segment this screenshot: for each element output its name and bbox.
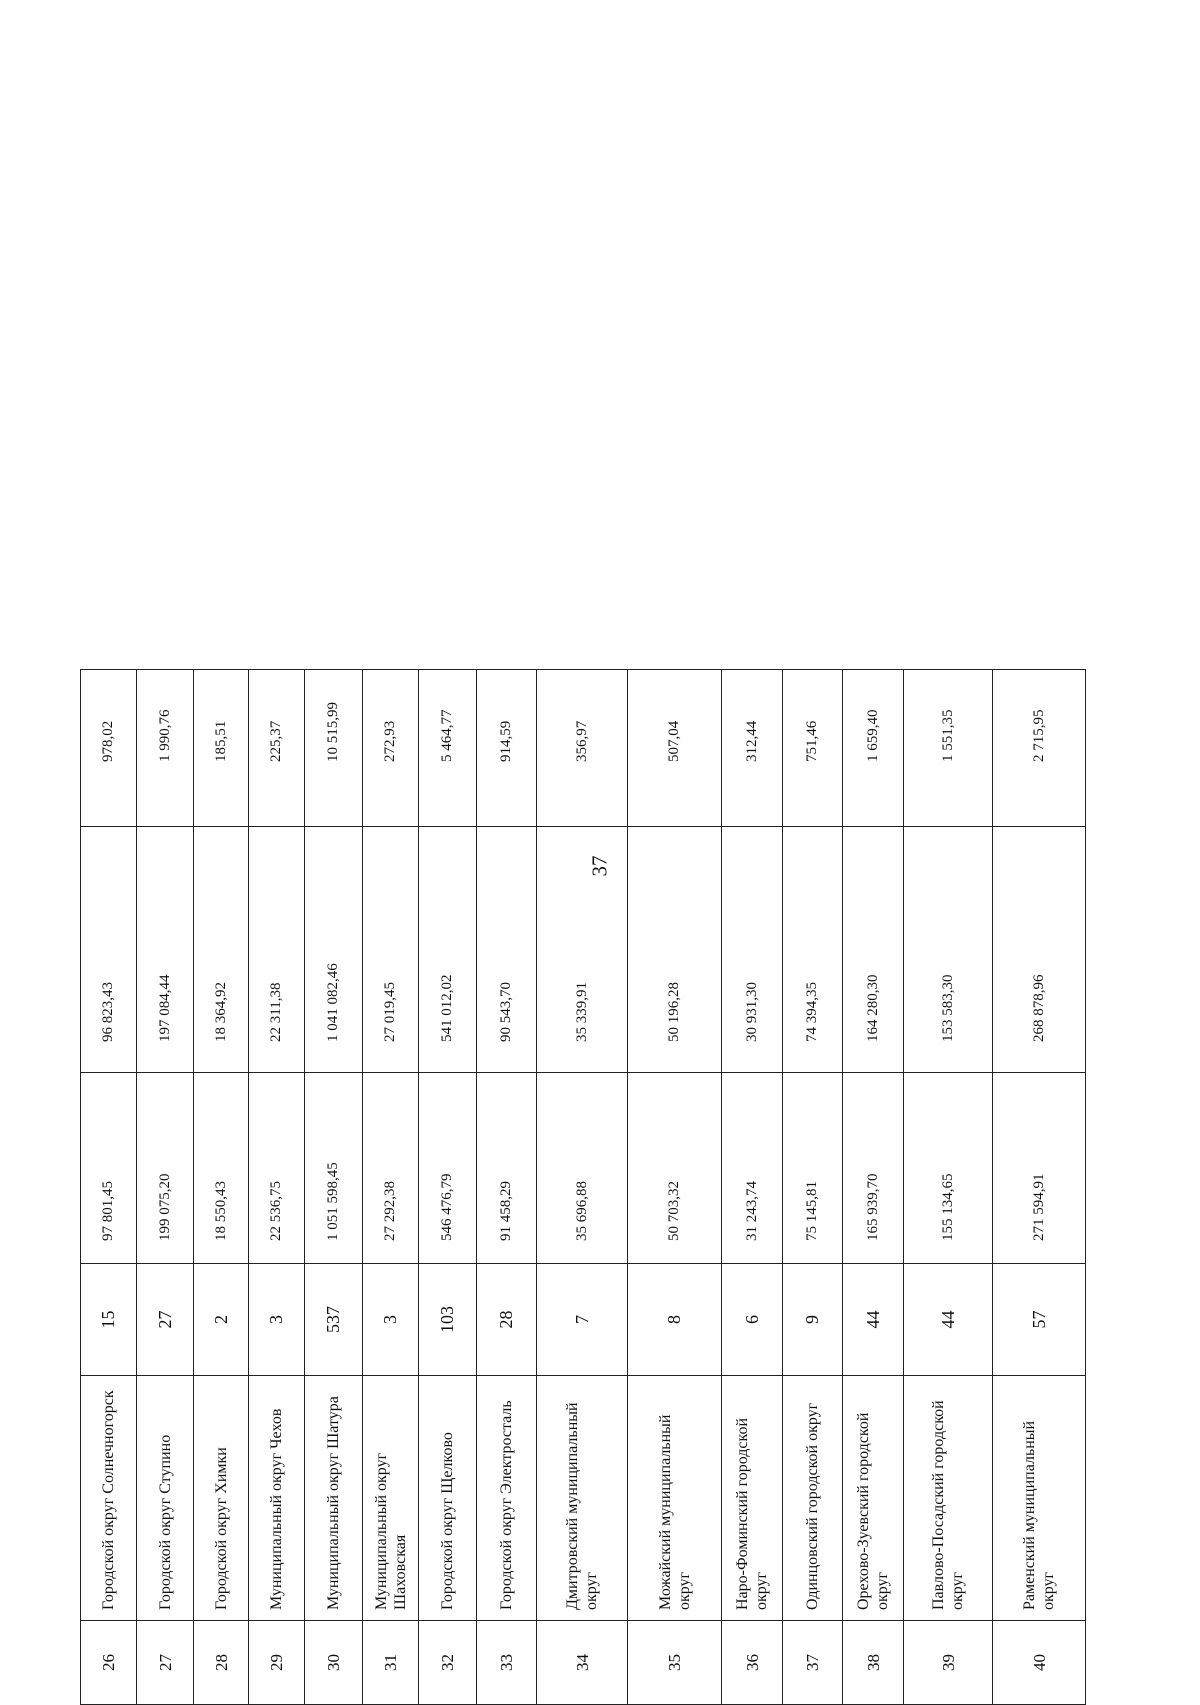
value-local: 356,97	[537, 670, 628, 827]
municipality-name: Наро-Фоминский городской округ	[722, 1376, 783, 1621]
row-number: 36	[722, 1621, 783, 1705]
table-row	[305, 670, 363, 1705]
value-regional: 22 311,38	[249, 827, 305, 1073]
table-row	[628, 670, 722, 1705]
count-cell: 7	[537, 1264, 628, 1376]
table-row	[194, 670, 249, 1705]
table-row	[904, 670, 993, 1705]
row-number: 35	[628, 1621, 722, 1705]
value-total: 155 134,65	[904, 1073, 993, 1264]
value-total: 22 536,75	[249, 1073, 305, 1264]
value-regional: 18 364,92	[194, 827, 249, 1073]
value-local: 225,37	[249, 670, 305, 827]
value-regional: 197 084,44	[137, 827, 194, 1073]
table-row	[783, 670, 843, 1705]
count-cell: 57	[993, 1264, 1086, 1376]
value-local: 978,02	[81, 670, 137, 827]
count-cell: 15	[81, 1264, 137, 1376]
value-total: 97 801,45	[81, 1073, 137, 1264]
count-cell: 6	[722, 1264, 783, 1376]
table-row	[993, 670, 1086, 1705]
row-number: 40	[993, 1621, 1086, 1705]
municipality-name: Орехово-Зуевский городской округ	[843, 1376, 904, 1621]
value-total: 27 292,38	[363, 1073, 419, 1264]
value-regional: 50 196,28	[628, 827, 722, 1073]
value-regional: 153 583,30	[904, 827, 993, 1073]
value-regional: 164 280,30	[843, 827, 904, 1073]
value-local: 185,51	[194, 670, 249, 827]
data-table	[80, 669, 1086, 1705]
count-cell: 3	[249, 1264, 305, 1376]
row-number: 37	[783, 1621, 843, 1705]
count-cell: 537	[305, 1264, 363, 1376]
table-row	[249, 670, 305, 1705]
row-number: 33	[477, 1621, 537, 1705]
row-number: 34	[537, 1621, 628, 1705]
value-local: 2 715,95	[993, 670, 1086, 827]
value-local: 914,59	[477, 670, 537, 827]
table-row	[722, 670, 783, 1705]
count-cell: 9	[783, 1264, 843, 1376]
table-row	[81, 670, 137, 1705]
value-local: 1 551,35	[904, 670, 993, 827]
value-local: 10 515,99	[305, 670, 363, 827]
municipality-name: Можайский муниципальный округ	[628, 1376, 722, 1621]
value-local: 751,46	[783, 670, 843, 827]
row-number: 28	[194, 1621, 249, 1705]
municipality-name: Муниципальный округ Шатура	[305, 1376, 363, 1621]
municipality-name: Муниципальный округ Чехов	[249, 1376, 305, 1621]
value-total: 91 458,29	[477, 1073, 537, 1264]
table-row	[137, 670, 194, 1705]
table-row	[419, 670, 477, 1705]
value-total: 165 939,70	[843, 1073, 904, 1264]
count-cell: 2	[194, 1264, 249, 1376]
table-body	[81, 670, 1086, 1705]
count-cell: 3	[363, 1264, 419, 1376]
value-regional: 30 931,30	[722, 827, 783, 1073]
value-total: 18 550,43	[194, 1073, 249, 1264]
municipality-name: Городской округ Химки	[194, 1376, 249, 1621]
row-number: 30	[305, 1621, 363, 1705]
value-total: 1 051 598,45	[305, 1073, 363, 1264]
value-local: 5 464,77	[419, 670, 477, 827]
value-regional: 74 394,35	[783, 827, 843, 1073]
count-cell: 44	[904, 1264, 993, 1376]
value-local: 507,04	[628, 670, 722, 827]
count-cell: 28	[477, 1264, 537, 1376]
table-row	[843, 670, 904, 1705]
count-cell: 44	[843, 1264, 904, 1376]
value-total: 546 476,79	[419, 1073, 477, 1264]
municipality-name: Дмитровский муниципальный округ	[537, 1376, 628, 1621]
table-container	[80, 670, 1200, 1705]
municipality-name: Раменский муниципальный округ	[993, 1376, 1086, 1621]
value-local: 312,44	[722, 670, 783, 827]
value-total: 35 696,88	[537, 1073, 628, 1264]
row-number: 29	[249, 1621, 305, 1705]
value-regional: 90 543,70	[477, 827, 537, 1073]
value-regional: 268 878,96	[993, 827, 1086, 1073]
row-number: 31	[363, 1621, 419, 1705]
value-total: 199 075,20	[137, 1073, 194, 1264]
value-regional: 35 339,91	[537, 827, 628, 1073]
page-number: 37	[587, 855, 612, 877]
municipality-name: Городской округ Щелково	[419, 1376, 477, 1621]
value-regional: 1 041 082,46	[305, 827, 363, 1073]
value-total: 31 243,74	[722, 1073, 783, 1264]
table-row	[537, 670, 628, 1705]
table-rotated	[80, 670, 1200, 1705]
count-cell: 8	[628, 1264, 722, 1376]
value-regional: 27 019,45	[363, 827, 419, 1073]
table-row	[477, 670, 537, 1705]
value-total: 271 594,91	[993, 1073, 1086, 1264]
count-cell: 103	[419, 1264, 477, 1376]
row-number: 26	[81, 1621, 137, 1705]
value-regional: 96 823,43	[81, 827, 137, 1073]
row-number: 39	[904, 1621, 993, 1705]
value-regional: 541 012,02	[419, 827, 477, 1073]
municipality-name: Городской округ Электросталь	[477, 1376, 537, 1621]
table-row	[363, 670, 419, 1705]
value-total: 75 145,81	[783, 1073, 843, 1264]
value-local: 1 659,40	[843, 670, 904, 827]
municipality-name: Одинцовский городской округ	[783, 1376, 843, 1621]
value-local: 1 990,76	[137, 670, 194, 827]
municipality-name: Городской округ Ступино	[137, 1376, 194, 1621]
count-cell: 27	[137, 1264, 194, 1376]
value-total: 50 703,32	[628, 1073, 722, 1264]
municipality-name: Городской округ Солнечногорск	[81, 1376, 137, 1621]
value-local: 272,93	[363, 670, 419, 827]
row-number: 32	[419, 1621, 477, 1705]
row-number: 38	[843, 1621, 904, 1705]
municipality-name: Муниципальный округ Шаховская	[363, 1376, 419, 1621]
row-number: 27	[137, 1621, 194, 1705]
municipality-name: Павлово-Посадский городской округ	[904, 1376, 993, 1621]
